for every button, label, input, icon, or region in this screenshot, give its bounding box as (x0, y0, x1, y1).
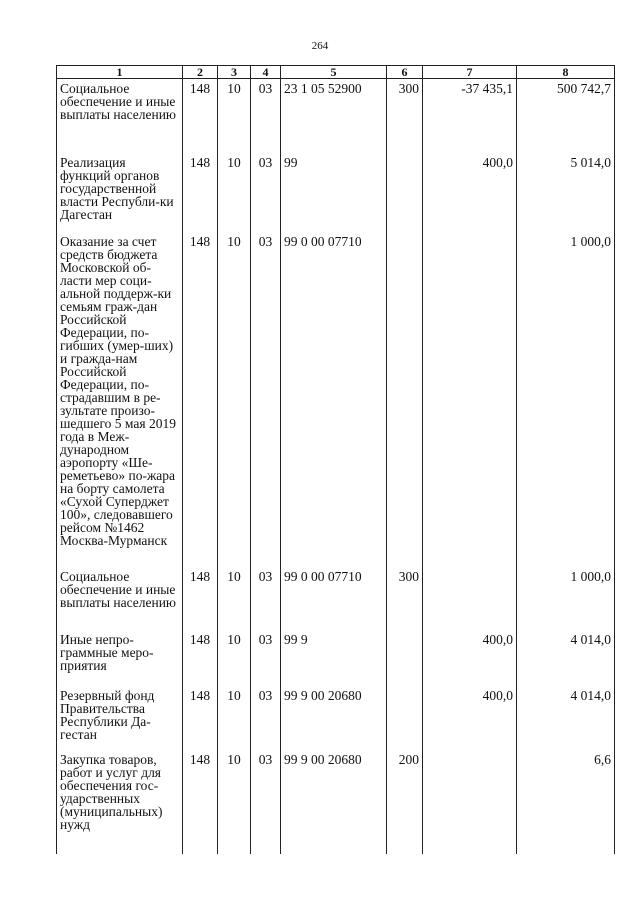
row-target: 99 9 (281, 630, 387, 686)
row-col8: 6,6 (517, 750, 615, 854)
row-target: 99 9 00 20680 (281, 750, 387, 854)
row-section: 10 (218, 567, 251, 630)
row-target: 99 9 00 20680 (281, 686, 387, 750)
row-col8: 5 014,0 (517, 153, 615, 232)
row-col7: 400,0 (423, 630, 517, 686)
header-col-2: 2 (183, 66, 218, 79)
header-col-3: 3 (218, 66, 251, 79)
row-name: Закупка товаров, работ и услуг для обеспечения гос-ударственных (муниципальных) нужд (57, 750, 183, 854)
row-col7 (423, 750, 517, 854)
row-name: Иные непро-граммные меро-приятия (57, 630, 183, 686)
row-col8: 4 014,0 (517, 686, 615, 750)
row-target: 99 0 00 07710 (281, 232, 387, 567)
row-expense: 200 (387, 750, 423, 854)
header-col-8: 8 (517, 66, 615, 79)
row-name: Оказание за счет средств бюджета Московской об-ласти мер соци-альной поддерж-ки семьям граж-дан Российской Федерации, по-гибших (умер-ших) и гражда-нам Российской Федерации, по-страдавшим в ре-зультате произо-шедшего 5 мая 2019 года в Меж-дународном аэропорту «Ше-реметьево» по-жара на борту самолета «Сухой Суперджет 100», следовавшего рейсом №1462 Москва-Мурманск (57, 232, 183, 567)
row-expense (387, 630, 423, 686)
table-row (57, 686, 615, 750)
row-name: Резервный фонд Правительства Республики Да-гестан (57, 686, 183, 750)
header-col-1: 1 (57, 66, 183, 79)
row-col7 (423, 567, 517, 630)
row-subsection: 03 (251, 686, 281, 750)
row-name: Реализация функций органов государственной власти Республи-ки Дагестан (57, 153, 183, 232)
row-col8: 1 000,0 (517, 232, 615, 567)
row-col8: 1 000,0 (517, 567, 615, 630)
table-row (57, 567, 615, 630)
row-expense: 300 (387, 567, 423, 630)
row-section: 10 (218, 630, 251, 686)
row-col7: 400,0 (423, 686, 517, 750)
table-row (57, 79, 615, 153)
row-col8: 4 014,0 (517, 630, 615, 686)
page-number: 264 (311, 40, 329, 52)
row-subsection: 03 (251, 79, 281, 153)
row-section: 10 (218, 686, 251, 750)
row-subsection: 03 (251, 567, 281, 630)
row-col8: 500 742,7 (517, 79, 615, 153)
table-row (57, 630, 615, 686)
row-ministry: 148 (183, 630, 218, 686)
row-subsection: 03 (251, 232, 281, 567)
row-expense (387, 153, 423, 232)
budget-table (56, 65, 615, 854)
header-col-7: 7 (423, 66, 517, 79)
row-expense: 300 (387, 79, 423, 153)
table-header (57, 66, 615, 79)
row-ministry: 148 (183, 567, 218, 630)
table-body (57, 79, 615, 854)
row-name: Социальное обеспечение и иные выплаты населению (57, 567, 183, 630)
row-section: 10 (218, 232, 251, 567)
row-expense (387, 686, 423, 750)
row-ministry: 148 (183, 750, 218, 854)
row-ministry: 148 (183, 79, 218, 153)
table-row (57, 750, 615, 854)
row-section: 10 (218, 79, 251, 153)
table-row (57, 153, 615, 232)
row-subsection: 03 (251, 153, 281, 232)
row-col7: -37 435,1 (423, 79, 517, 153)
row-target: 99 0 00 07710 (281, 567, 387, 630)
row-ministry: 148 (183, 232, 218, 567)
row-col7 (423, 232, 517, 567)
row-expense (387, 232, 423, 567)
row-col7: 400,0 (423, 153, 517, 232)
header-row (57, 66, 615, 79)
row-section: 10 (218, 750, 251, 854)
row-ministry: 148 (183, 686, 218, 750)
row-name: Социальное обеспечение и иные выплаты населению (57, 79, 183, 153)
header-col-6: 6 (387, 66, 423, 79)
header-col-4: 4 (251, 66, 281, 79)
row-target: 23 1 05 52900 (281, 79, 387, 153)
row-subsection: 03 (251, 630, 281, 686)
row-subsection: 03 (251, 750, 281, 854)
table-row (57, 232, 615, 567)
header-col-5: 5 (281, 66, 387, 79)
row-ministry: 148 (183, 153, 218, 232)
row-section: 10 (218, 153, 251, 232)
row-target: 99 (281, 153, 387, 232)
